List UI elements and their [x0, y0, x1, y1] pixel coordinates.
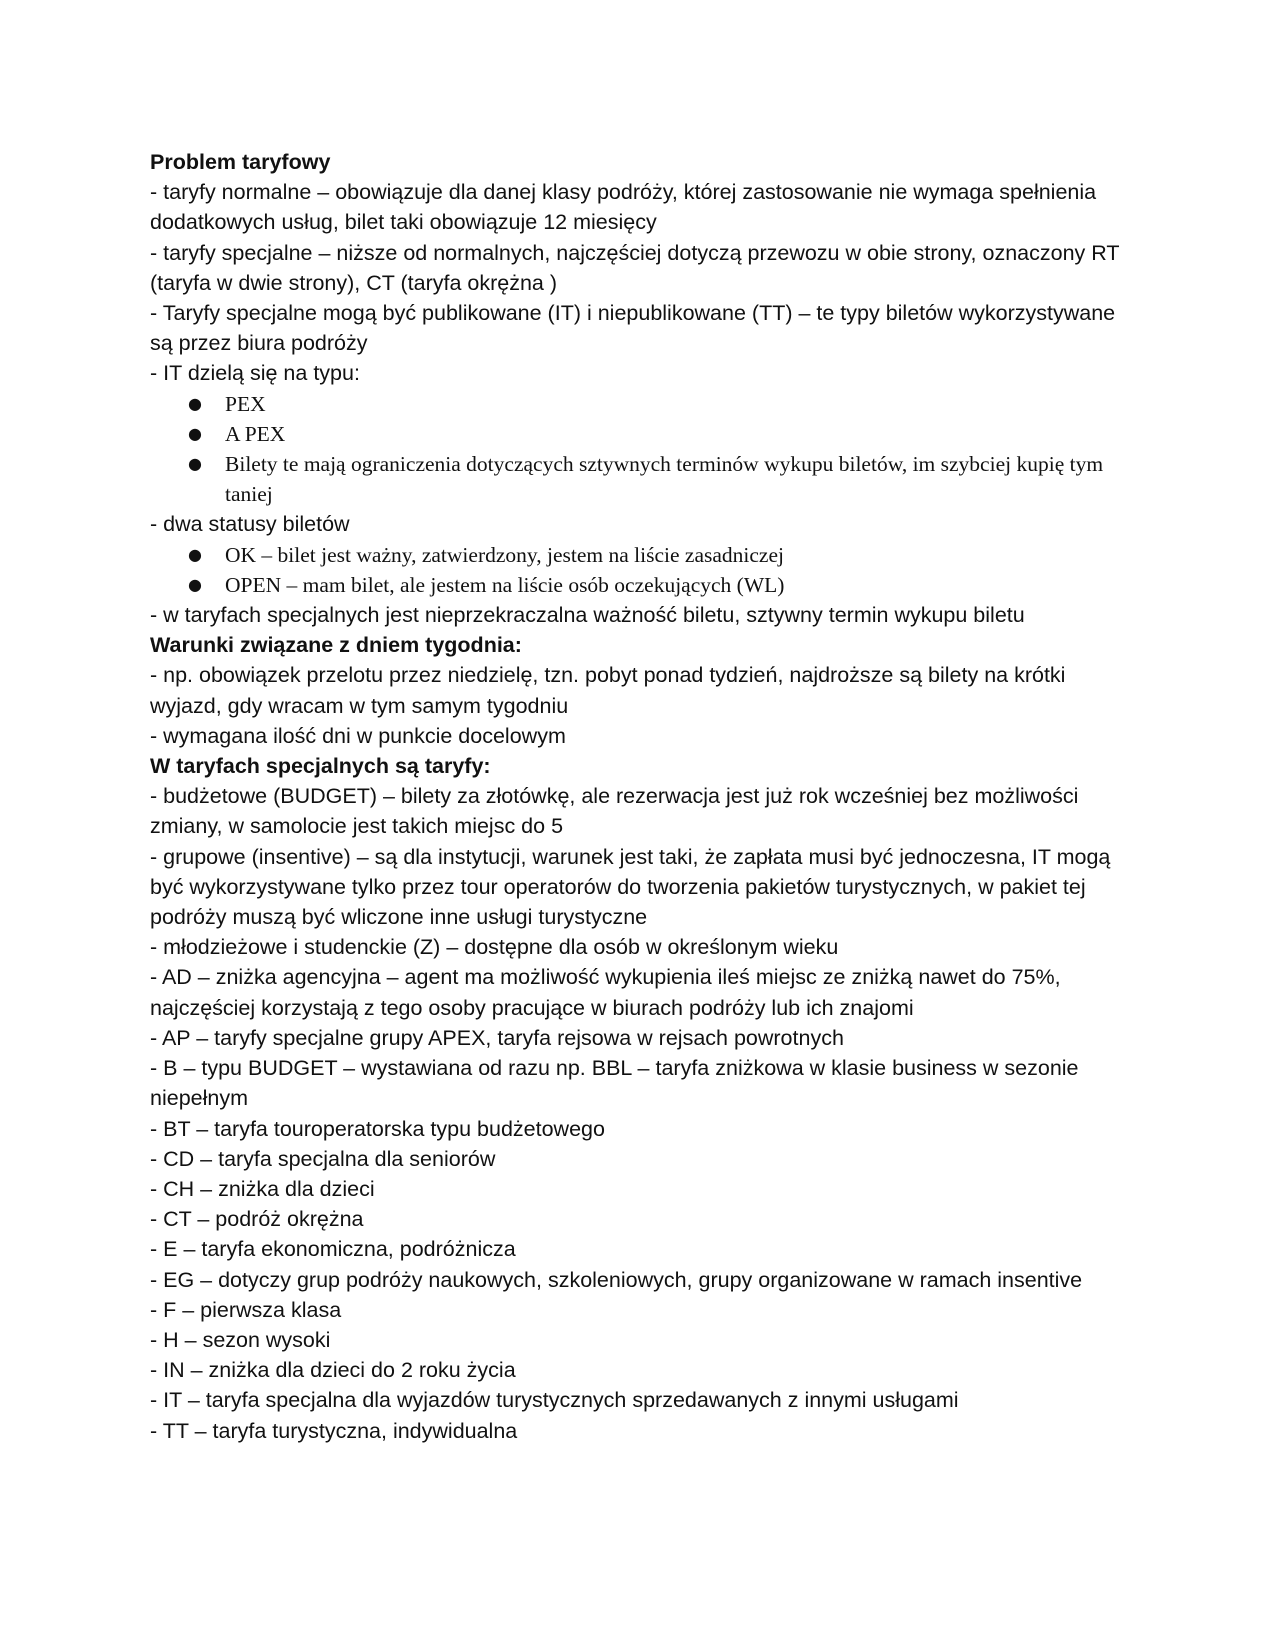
list-item-text: Bilety te mają ograniczenia dotyczących sztywnych terminów wykupu biletów, im szybciej kupię tym taniej	[225, 452, 1104, 507]
paragraph-taryfy-normalne: - taryfy normalne – obowiązuje dla danej klasy podróży, której zastosowanie nie wymaga spełnienia dodatkowych usług, bilet taki obowiązuje 12 miesięcy	[150, 180, 1097, 235]
paragraph-grupowe: - grupowe (insentive) – są dla instytucji, warunek jest taki, że zapłata musi być jednoczesna, IT mogą być wykorzystywane tylko przez tour operatorów do tworzenia pakietów turystycznych, w pakiet tej podróży muszą być wliczone inne usługi turystyczne	[150, 844, 1111, 930]
it-types-list	[150, 389, 1140, 510]
list-item-text: OK – bilet jest ważny, zatwierdzony, jestem na liście zasadniczej	[225, 542, 784, 567]
paragraph-f: - F – pierwsza klasa	[150, 1297, 342, 1322]
paragraph-budzetowe: - budżetowe (BUDGET) – bilety za złotówkę, ale rezerwacja jest już rok wcześniej bez możliwości zmiany, w samolocie jest takich miejsc do 5	[150, 784, 1079, 839]
bullet-icon: ●	[188, 423, 202, 443]
list-item	[150, 540, 1140, 570]
paragraph-niedziela: - np. obowiązek przelotu przez niedzielę, tzn. pobyt ponad tydzień, najdroższe są bilety na krótki wyjazd, gdy wracam w tym samym tygodniu	[150, 663, 1066, 718]
statuses-list	[150, 540, 1140, 600]
list-item-text: OPEN – mam bilet, ale jestem na liście osób oczekujących (WL)	[225, 572, 785, 597]
list-item-text: PEX	[225, 391, 266, 416]
paragraph-e: - E – taryfa ekonomiczna, podróżnicza	[150, 1237, 516, 1262]
list-item	[150, 449, 1140, 509]
paragraph-tt: - TT – taryfa turystyczna, indywidualna	[150, 1418, 518, 1443]
paragraph-ad: - AD – zniżka agencyjna – agent ma możliwość wykupienia ileś miejsc ze zniżką nawet do 75%, najczęściej korzystają z tego osoby pracujące w biurach podróży lub ich znajomi	[150, 965, 1061, 1020]
paragraph-bt: - BT – taryfa touroperatorska typu budżetowego	[150, 1116, 605, 1141]
paragraph-ct: - CT – podróż okrężna	[150, 1207, 364, 1232]
paragraph-waznosc: - w taryfach specjalnych jest nieprzekraczalna ważność biletu, sztywny termin wykupu biletu	[150, 603, 1025, 628]
paragraph-h: - H – sezon wysoki	[150, 1327, 331, 1352]
paragraph-b: - B – typu BUDGET – wystawiana od razu np. BBL – taryfa zniżkowa w klasie business w sezonie niepełnym	[150, 1056, 1079, 1111]
list-item-text: A PEX	[225, 421, 286, 446]
bullet-icon: ●	[188, 393, 202, 413]
section-heading-warunki: Warunki związane z dniem tygodnia:	[150, 633, 522, 658]
paragraph-mlodziezowe: - młodzieżowe i studenckie (Z) – dostępne dla osób w określonym wieku	[150, 935, 839, 960]
paragraph-cd: - CD – taryfa specjalna dla seniorów	[150, 1146, 496, 1171]
paragraph-ap: - AP – taryfy specjalne grupy APEX, taryfa rejsowa w rejsach powrotnych	[150, 1025, 844, 1050]
paragraph-it: - IT – taryfa specjalna dla wyjazdów turystycznych sprzedawanych z innymi usługami	[150, 1388, 959, 1413]
paragraph-statusy: - dwa statusy biletów	[150, 512, 350, 537]
paragraph-eg: - EG – dotyczy grup podróży naukowych, szkoleniowych, grupy organizowane w ramach insentive	[150, 1267, 1083, 1292]
section-heading-taryfy-specjalne: W taryfach specjalnych są taryfy:	[150, 754, 491, 779]
bullet-icon: ●	[188, 544, 202, 564]
bullet-icon: ●	[188, 454, 202, 474]
paragraph-publikowane: - Taryfy specjalne mogą być publikowane (IT) i niepublikowane (TT) – te typy biletów wykorzystywane są przez biura podróży	[150, 301, 1116, 356]
paragraph-taryfy-specjalne: - taryfy specjalne – niższe od normalnych, najczęściej dotyczą przewozu w obie strony, oznaczony RT (taryfa w dwie strony), CT (taryfa okrężna )	[150, 240, 1120, 295]
paragraph-in: - IN – zniżka dla dzieci do 2 roku życia	[150, 1358, 516, 1383]
paragraph-it-typy: - IT dzielą się na typu:	[150, 361, 360, 386]
list-item	[150, 570, 1140, 600]
page-title: Problem taryfowy	[150, 150, 331, 174]
bullet-icon: ●	[188, 574, 202, 594]
paragraph-ilosc-dni: - wymagana ilość dni w punkcie docelowym	[150, 723, 566, 748]
document-page	[150, 147, 1140, 1446]
paragraph-ch: - CH – zniżka dla dzieci	[150, 1176, 375, 1201]
list-item	[150, 389, 1140, 419]
list-item	[150, 419, 1140, 449]
